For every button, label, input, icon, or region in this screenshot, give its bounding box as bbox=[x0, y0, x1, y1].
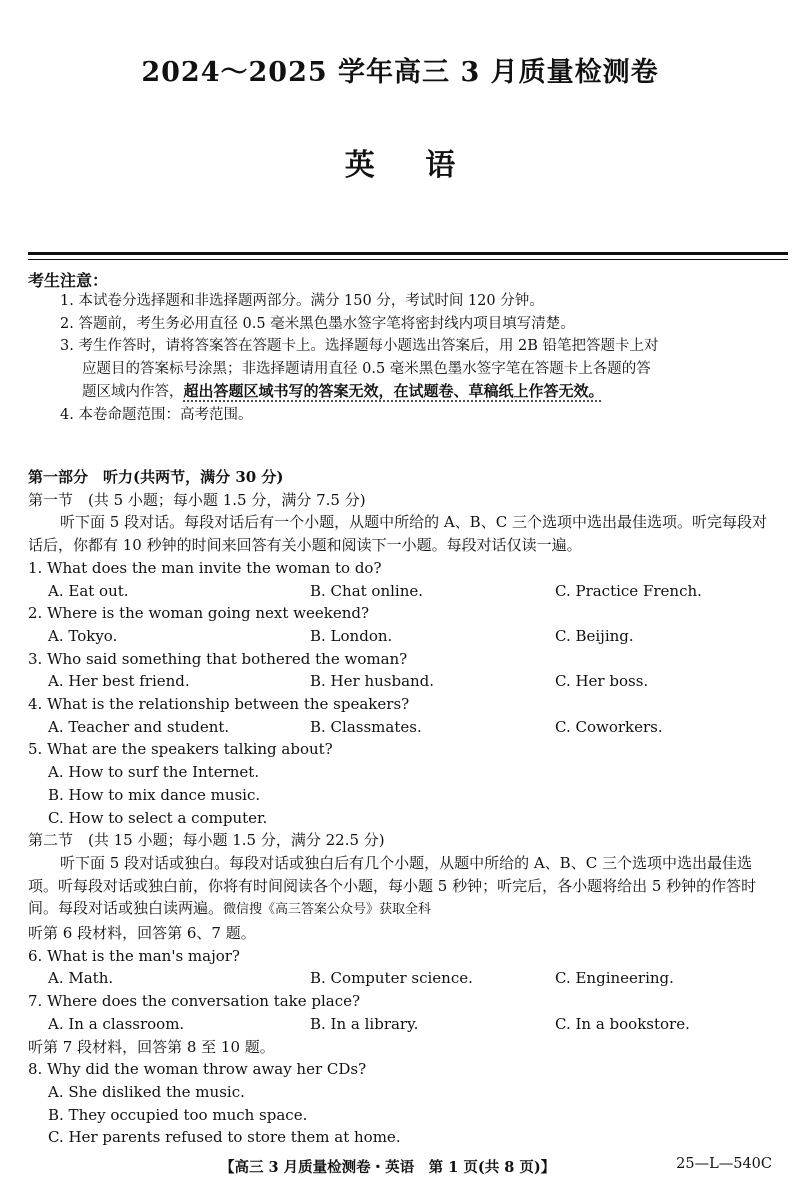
notice-item-3-text: 3. 考生作答时，请将答案答在答题卡上。选择题每小题选出答案后，用 2B 铅笔把答题卡上对 bbox=[60, 338, 659, 354]
footer-page-info: 【高三 3 月质量检测卷・英语 第 1 页(共 8 页)】 bbox=[220, 1159, 556, 1176]
option-b: B. Chat online. bbox=[310, 581, 424, 600]
notice-item-4: 4. 本卷命题范围：高考范围。 bbox=[60, 406, 253, 423]
question-text: 1. What does the man invite the woman to do? bbox=[28, 558, 382, 577]
option-b: B. In a library. bbox=[310, 1014, 419, 1033]
material-6-instruction: 听第 6 段材料，回答第 6、7 题。 bbox=[28, 924, 256, 943]
question-1 bbox=[28, 557, 780, 602]
material-7-instruction: 听第 7 段材料，回答第 8 至 10 题。 bbox=[28, 1037, 275, 1056]
option-b: B. Her husband. bbox=[310, 672, 435, 691]
option-b: B. How to mix dance music. bbox=[48, 785, 261, 804]
question-2 bbox=[28, 602, 780, 647]
header-divider-thick bbox=[28, 252, 788, 255]
option-c: C. Her parents refused to store them at home. bbox=[48, 1128, 401, 1147]
question-text: 2. Where is the woman going next weekend? bbox=[28, 604, 370, 623]
notice-item-2: 2. 答题前，考生务必用直径 0.5 毫米黑色墨水签字笔将密封线内项目填写清楚。 bbox=[60, 315, 575, 332]
part1-heading: 第一部分 听力(共两节，满分 30 分) bbox=[28, 468, 284, 486]
question-5 bbox=[28, 738, 780, 829]
notice-item-3 bbox=[60, 335, 780, 404]
notice-list bbox=[60, 290, 780, 426]
section2-heading: 第二节 (共 15 小题；每小题 1.5 分，满分 22.5 分) bbox=[28, 831, 385, 850]
watermark-note: 微信搜《高三答案公众号》获取全科 bbox=[223, 902, 432, 918]
option-a: A. How to surf the Internet. bbox=[48, 763, 260, 782]
option-c: C. Her boss. bbox=[555, 672, 649, 691]
question-4 bbox=[28, 693, 780, 738]
option-a: A. Teacher and student. bbox=[48, 717, 230, 736]
option-b: B. London. bbox=[310, 626, 393, 645]
section2-instructions bbox=[28, 852, 780, 922]
option-c: C. Beijing. bbox=[555, 626, 634, 645]
option-a: A. Tokyo. bbox=[48, 626, 118, 645]
question-6 bbox=[28, 945, 780, 990]
question-text: 3. Who said something that bothered the woman? bbox=[28, 649, 408, 668]
option-a: A. In a classroom. bbox=[48, 1014, 185, 1033]
notice-item-1: 1. 本试卷分选择题和非选择题两部分。满分 150 分，考试时间 120 分钟。 bbox=[60, 293, 544, 309]
question-text: 6. What is the man's major? bbox=[28, 946, 240, 965]
option-c: C. Practice French. bbox=[555, 581, 702, 600]
option-c: C. Engineering. bbox=[555, 969, 674, 988]
option-a: A. Math. bbox=[48, 969, 114, 988]
footer-exam-code: 25—L—540C bbox=[676, 1156, 772, 1172]
section1-instructions: 听下面 5 段对话。每段对话后有一个小题，从题中所给的 A、B、C 三个选项中选出最佳选项。听完每段对话后，你都有 10 秒钟的时间来回答有关小题和阅读下一小题。每段对话仅读一遍。 bbox=[28, 513, 767, 555]
option-b: B. Classmates. bbox=[310, 717, 422, 736]
question-7 bbox=[28, 990, 780, 1035]
notice-heading: 考生注意： bbox=[28, 271, 109, 290]
option-c: C. How to select a computer. bbox=[48, 808, 268, 827]
option-c: C. In a bookstore. bbox=[555, 1014, 690, 1033]
listening-part bbox=[28, 466, 780, 1149]
question-text: 4. What is the relationship between the speakers? bbox=[28, 695, 410, 714]
option-a: A. Eat out. bbox=[48, 581, 129, 600]
subject-title: 英 语 bbox=[344, 148, 456, 183]
question-text: 8. Why did the woman throw away her CDs? bbox=[28, 1060, 367, 1079]
option-b: B. Computer science. bbox=[310, 969, 473, 988]
notice-item-3-cont2-wrap bbox=[60, 380, 780, 404]
option-b: B. They occupied too much space. bbox=[48, 1105, 308, 1124]
question-8 bbox=[28, 1058, 780, 1149]
exam-title: 2024～2025 学年高三 3 月质量检测卷 bbox=[141, 57, 659, 88]
notice-emphasis: 超出答题区域书写的答案无效，在试题卷、草稿纸上作答无效。 bbox=[183, 382, 604, 400]
question-text: 7. Where does the conversation take place? bbox=[28, 992, 361, 1011]
option-c: C. Coworkers. bbox=[555, 717, 663, 736]
section2-instructions-text: 听下面 5 段对话或独白。每段对话或独白后有几个小题，从题中所给的 A、B、C 三个选项中选出最佳选项。听每段对话或独白前，你将有时间阅读各个小题，每小题 5 秒钟；听完后，各小题将给出 5 秒钟的作答时间。每段对话或独白读两遍。 bbox=[28, 853, 757, 918]
question-text: 5. What are the speakers talking about? bbox=[28, 740, 333, 759]
question-3 bbox=[28, 648, 780, 693]
header-divider-thin bbox=[28, 259, 788, 260]
section1-heading: 第一节 (共 5 小题；每小题 1.5 分，满分 7.5 分) bbox=[28, 490, 366, 509]
option-a: A. Her best friend. bbox=[48, 672, 190, 691]
option-a: A. She disliked the music. bbox=[48, 1082, 245, 1101]
notice-item-3-cont2: 题区域内作答， bbox=[82, 384, 184, 400]
notice-item-3-cont1: 应题目的答案标号涂黑；非选择题请用直径 0.5 毫米黑色墨水签字笔在答题卡上各题的答 bbox=[82, 360, 651, 377]
